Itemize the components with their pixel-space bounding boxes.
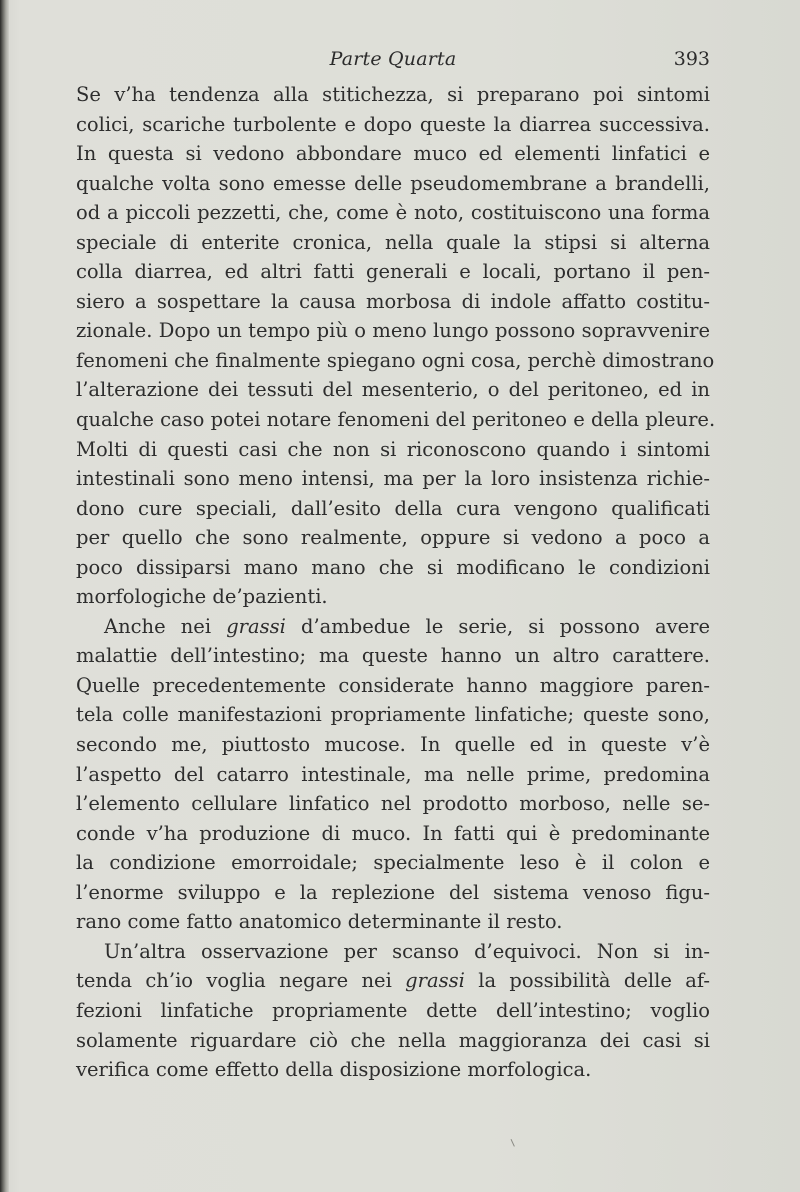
- text-line: l’enorme sviluppo e la replezione del sistema venoso figu-: [76, 880, 710, 904]
- text-line: la condizione emorroidale; specialmente leso è il colon e: [76, 851, 710, 875]
- text-line: Se v’ha tendenza alla stitichezza, si preparano poi sintomi: [76, 83, 710, 106]
- page-number: 393: [673, 48, 710, 70]
- emphasized-word: grassi: [226, 614, 286, 638]
- text-line: l’elemento cellulare linfatico nel prodotto morboso, nelle se-: [76, 792, 710, 816]
- text-line: colla diarrea, ed altri fatti generali e locali, portano il pen-: [76, 260, 710, 284]
- text-line: l’aspetto del catarro intestinale, ma nelle prime, predomina: [76, 762, 710, 786]
- paragraph: [76, 612, 710, 937]
- emphasized-word: grassi: [405, 969, 465, 993]
- paragraph: [76, 937, 710, 1085]
- text-line: zionale. Dopo un tempo più o meno lungo possono sopravvenire: [76, 319, 710, 343]
- text-line: Un’altra osservazione per scanso d’equivoci. Non si in-: [104, 939, 710, 963]
- text-line: secondo me, piuttosto mucose. In quelle ed in queste v’è: [76, 733, 710, 757]
- text-line: tenda ch’io voglia negare nei grassi la possibilità delle af-: [76, 969, 710, 993]
- text-line: dono cure speciali, dall’esito della cura vengono qualificati: [76, 496, 710, 520]
- text-line: tela colle manifestazioni propriamente linfatiche; queste sono,: [76, 703, 710, 727]
- text-line: poco dissiparsi mano mano che si modificano le condizioni: [76, 555, 710, 579]
- text-line: siero a sospettare la causa morbosa di indole affatto costitu-: [76, 289, 710, 313]
- text-line: solamente riguardare ciò che nella maggioranza dei casi si: [76, 1028, 710, 1052]
- text-line: per quello che sono realmente, oppure si vedono a poco a: [76, 526, 710, 550]
- running-title: Parte Quarta: [329, 48, 457, 70]
- text-line: qualche caso potei notare fenomeni del peritoneo e della pleure.: [76, 408, 716, 432]
- text-line: fezioni linfatiche propriamente dette dell’intestino; voglio: [76, 998, 710, 1022]
- paragraph: [76, 80, 716, 612]
- text-line: conde v’ha produzione di muco. In fatti qui è predominante: [76, 821, 710, 845]
- text-line: Quelle precedentemente considerate hanno maggiore paren-: [76, 673, 710, 697]
- running-header: [76, 46, 710, 76]
- text-line: speciale di enterite cronica, nella quale la stipsi si alterna: [76, 230, 710, 254]
- text-line: morfologiche de’pazienti.: [76, 585, 328, 609]
- text-line: In questa si vedono abbondare muco ed elementi linfatici e: [76, 142, 710, 166]
- text-line: verifica come effetto della disposizione morfologica.: [76, 1058, 592, 1082]
- text-line: rano come fatto anatomico determinante il resto.: [76, 910, 563, 934]
- text-line: colici, scariche turbolente e dopo queste la diarrea successiva.: [76, 112, 710, 136]
- text-line: od a piccoli pezzetti, che, come è noto, costituiscono una forma: [76, 201, 710, 225]
- text-line: malattie dell’intestino; ma queste hanno un altro carattere.: [76, 644, 710, 668]
- text-line: l’alterazione dei tessuti del mesenterio, o del peritoneo, ed in: [76, 378, 710, 402]
- text-line: intestinali sono meno intensi, ma per la loro insistenza richie-: [76, 467, 710, 491]
- text-line: qualche volta sono emesse delle pseudomembrane a brandelli,: [76, 171, 710, 195]
- text-line: fenomeni che finalmente spiegano ogni cosa, perchè dimostrano: [76, 348, 715, 372]
- page-body-text: [76, 80, 716, 1085]
- text-line: Anche nei grassi d’ambedue le serie, si possono avere: [104, 614, 710, 638]
- text-line: Molti di questi casi che non si riconoscono quando i sintomi: [76, 437, 710, 461]
- printer-mark: [511, 1137, 519, 1146]
- book-spine-shadow: [0, 0, 9, 1192]
